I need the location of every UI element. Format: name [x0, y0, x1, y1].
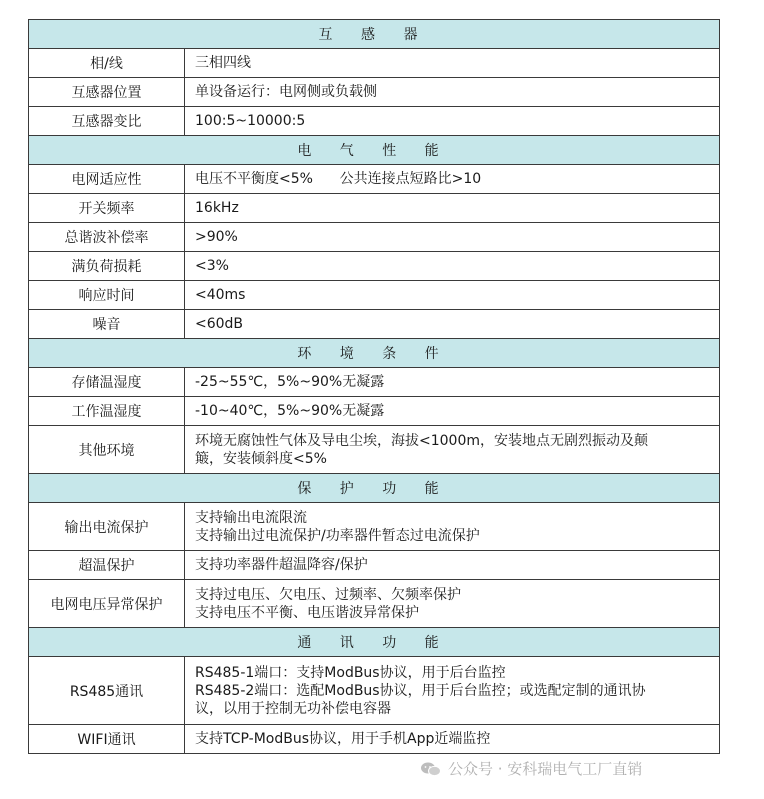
table-row [29, 657, 720, 725]
section-header-protection [29, 474, 720, 503]
row-value: <60dB [185, 310, 720, 339]
section-title: 电 气 性 能 [29, 136, 720, 165]
section-title: 通 讯 功 能 [29, 628, 720, 657]
value-line: 支持电压不平衡、电压谐波异常保护 [195, 604, 419, 621]
row-value: -10~40℃，5%~90%无凝露 [185, 397, 720, 426]
row-label: 其他环境 [29, 426, 185, 474]
table-row [29, 580, 720, 628]
value-line: 议，以用于控制无功补偿电容器 [195, 700, 391, 717]
value-line: 支持输出过电流保护/功率器件暂态过电流保护 [195, 527, 480, 544]
watermark [420, 758, 642, 779]
row-label: 存储温湿度 [29, 368, 185, 397]
table-row [29, 49, 720, 78]
row-label: 电网电压异常保护 [29, 580, 185, 628]
table-row [29, 368, 720, 397]
row-value: 单设备运行：电网侧或负载侧 [185, 78, 720, 107]
row-value: <40ms [185, 281, 720, 310]
row-value: 100:5~10000:5 [185, 107, 720, 136]
table-row [29, 223, 720, 252]
section-header-communication [29, 628, 720, 657]
table-row [29, 725, 720, 754]
table-row [29, 78, 720, 107]
watermark-text: 公众号 · 安科瑞电气工厂直销 [448, 760, 643, 778]
table-row [29, 503, 720, 551]
value-line: 支持过电压、欠电压、过频率、欠频率保护 [195, 586, 461, 603]
row-label: 噪音 [29, 310, 185, 339]
table-row [29, 426, 720, 474]
section-title: 环 境 条 件 [29, 339, 720, 368]
row-value: >90% [185, 223, 720, 252]
row-value [185, 580, 720, 628]
row-value: -25~55℃，5%~90%无凝露 [185, 368, 720, 397]
section-header-electrical [29, 136, 720, 165]
row-value [185, 503, 720, 551]
row-label: RS485通讯 [29, 657, 185, 725]
row-value: 三相四线 [185, 49, 720, 78]
table-row [29, 281, 720, 310]
row-label: 超温保护 [29, 551, 185, 580]
table-row [29, 165, 720, 194]
section-header-environment [29, 339, 720, 368]
row-label: 互感器位置 [29, 78, 185, 107]
table-row [29, 551, 720, 580]
row-value: 电压不平衡度<5% 公共连接点短路比>10 [185, 165, 720, 194]
section-title: 保 护 功 能 [29, 474, 720, 503]
section-header-ct [29, 20, 720, 49]
table-row [29, 397, 720, 426]
row-label: 总谐波补偿率 [29, 223, 185, 252]
row-label: 互感器变比 [29, 107, 185, 136]
row-value: 支持功率器件超温降容/保护 [185, 551, 720, 580]
table-row [29, 107, 720, 136]
row-label: 电网适应性 [29, 165, 185, 194]
row-value [185, 426, 720, 474]
row-label: 相/线 [29, 49, 185, 78]
table-row [29, 252, 720, 281]
spec-table [28, 19, 720, 754]
wechat-icon [420, 761, 442, 777]
row-label: 满负荷损耗 [29, 252, 185, 281]
table-row [29, 194, 720, 223]
row-value: 16kHz [185, 194, 720, 223]
value-line: 环境无腐蚀性气体及导电尘埃，海拔<1000m，安装地点无剧烈振动及颠 [195, 432, 648, 449]
value-line: 支持输出电流限流 [195, 509, 307, 526]
value-line: RS485-2端口：选配ModBus协议，用于后台监控；或选配定制的通讯协 [195, 682, 646, 699]
section-title: 互 感 器 [29, 20, 720, 49]
row-value: 支持TCP-ModBus协议，用于手机App近端监控 [185, 725, 720, 754]
row-label: WIFI通讯 [29, 725, 185, 754]
row-label: 工作温湿度 [29, 397, 185, 426]
table-row [29, 310, 720, 339]
row-value: <3% [185, 252, 720, 281]
value-line: 簸，安装倾斜度<5% [195, 450, 327, 467]
row-label: 响应时间 [29, 281, 185, 310]
value-line: RS485-1端口：支持ModBus协议，用于后台监控 [195, 664, 506, 681]
row-label: 开关频率 [29, 194, 185, 223]
row-value [185, 657, 720, 725]
row-label: 输出电流保护 [29, 503, 185, 551]
